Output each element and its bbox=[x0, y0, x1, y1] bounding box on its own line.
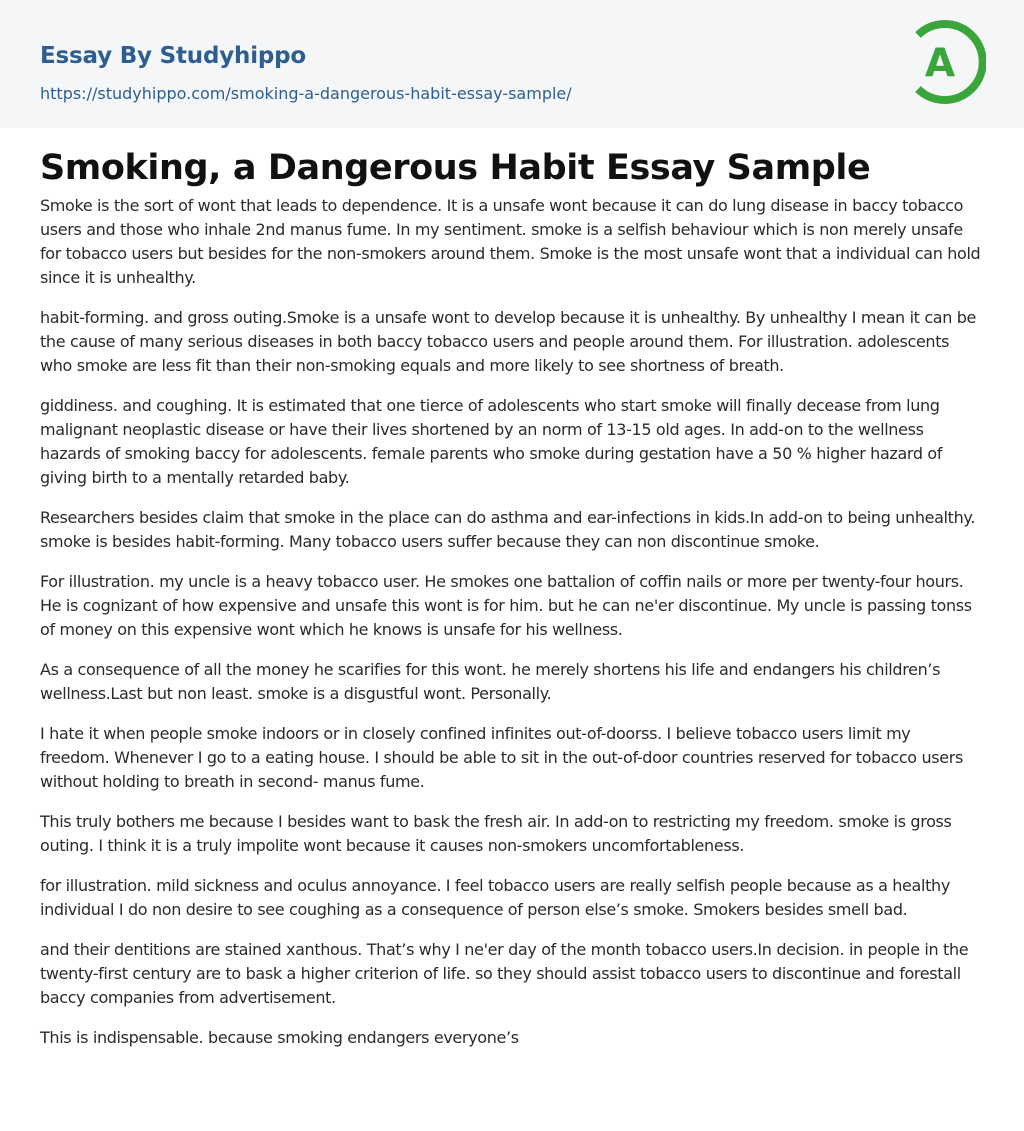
article-header bbox=[40, 146, 870, 190]
article-paragraph: and their dentitions are stained xanthous. That’s why I ne'er day of the month tobacco users.In decision. in people in the twenty-first century are to bask a higher criterion of life. so they should assist tobacco users to discontinue and forestall baccy companies from advertisement. bbox=[40, 940, 969, 1007]
article-paragraph: This is indispensable. because smoking endangers everyone’s bbox=[40, 1028, 519, 1047]
article-paragraph: I hate it when people smoke indoors or in closely confined infinites out-of-doorss. I believe tobacco users limit my freedom. Whenever I go to a eating house. I should be able to sit in the out-of-door countries reserved for tobacco users without holding to breath in second- manus fume. bbox=[40, 724, 963, 791]
site-title[interactable]: Essay By Studyhippo bbox=[40, 43, 307, 69]
article-paragraph: This truly bothers me because I besides want to bask the fresh air. In add-on to restricting my freedom. smoke is gross outing. I think it is a truly impolite wont because it causes non-smokers uncomfortableness. bbox=[40, 812, 952, 855]
article-paragraph: habit-forming. and gross outing.Smoke is a unsafe wont to develop because it is unhealthy. By unhealthy I mean it can be the cause of many serious diseases in both baccy tobacco users and people around them. For illustration. adolescents who smoke are less fit than their non-smoking equals and more likely to see shortness of breath. bbox=[40, 308, 977, 375]
article-body bbox=[40, 194, 984, 1066]
article-paragraph: Smoke is the sort of wont that leads to dependence. It is a unsafe wont because it can do lung disease in baccy tobacco users and those who inhale 2nd manus fume. In my sentiment. smoke is a selfish behaviour which is non merely unsafe for tobacco users but besides for the non-smokers around them. Smoke is the most unsafe wont that a individual can hold since it is unhealthy. bbox=[40, 196, 981, 287]
article-paragraph: For illustration. my uncle is a heavy tobacco user. He smokes one battalion of coffin nails or more per twenty-four hours. He is cognizant of how expensive and unsafe this wont is for him. but he can ne'er discontinue. My uncle is passing tonss of money on this expensive wont which he knows is unsafe for his wellness. bbox=[40, 572, 972, 639]
article-paragraph: Researchers besides claim that smoke in the place can do asthma and ear-infections in kids.In add-on to being unhealthy. smoke is besides habit-forming. Many tobacco users suffer because they can non discontinue smoke. bbox=[40, 508, 975, 551]
site-header bbox=[0, 0, 1024, 128]
source-url-link[interactable]: https://studyhippo.com/smoking-a-dangerous-habit-essay-sample/ bbox=[40, 84, 572, 103]
article-paragraph: As a consequence of all the money he scarifies for this wont. he merely shortens his life and endangers his children’s wellness.Last but non least. smoke is a disgustful wont. Personally. bbox=[40, 660, 941, 703]
article-paragraph: for illustration. mild sickness and oculus annoyance. I feel tobacco users are really selfish people because as a healthy individual I do non desire to see coughing as a consequence of person else’s smoke. Smokers besides smell bad. bbox=[40, 876, 950, 919]
studyhippo-logo-icon[interactable] bbox=[912, 19, 986, 105]
article-paragraph: giddiness. and coughing. It is estimated that one tierce of adolescents who start smoke will finally decease from lung malignant neoplastic disease or have their lives shortened by an norm of 13-15 old ages. In add-on to the wellness hazards of smoking baccy for adolescents. female parents who smoke during gestation have a 50 % higher hazard of giving birth to a mentally retarded baby. bbox=[40, 396, 943, 487]
page-title: Smoking, a Dangerous Habit Essay Sample bbox=[40, 148, 871, 188]
logo-letter: A bbox=[924, 41, 956, 86]
